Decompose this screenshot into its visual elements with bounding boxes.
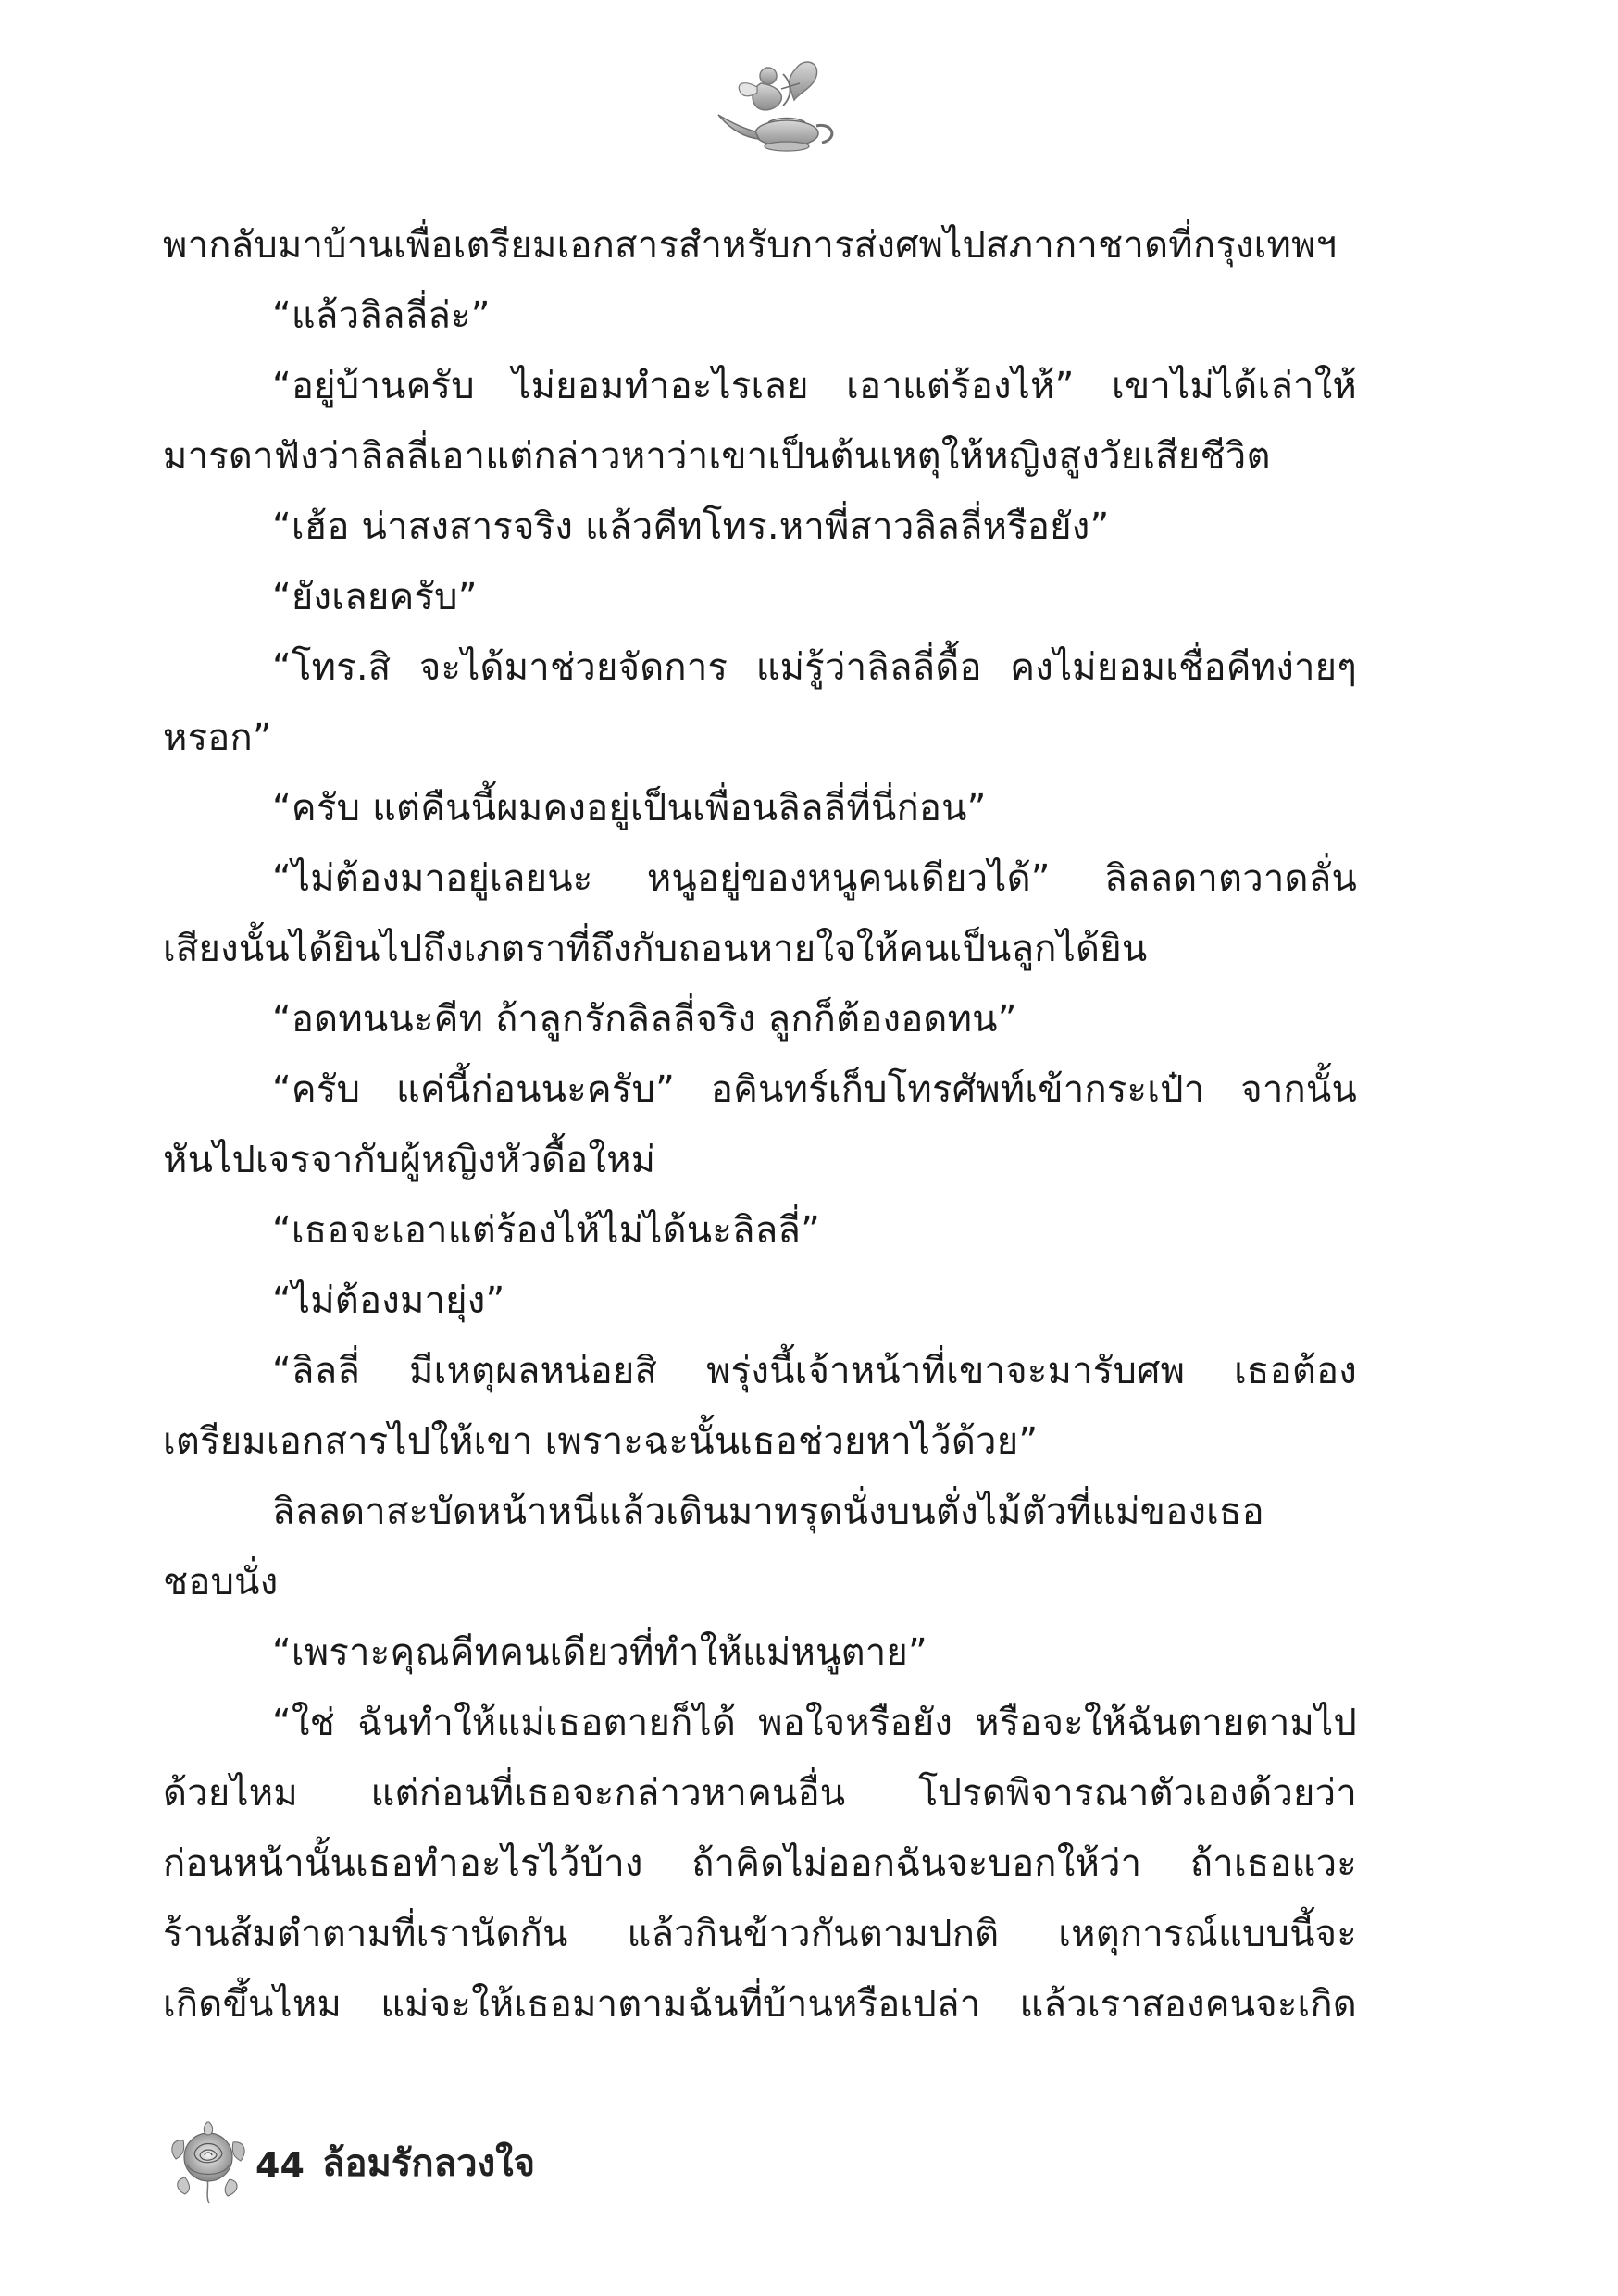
book-title: ล้อมรักลวงใจ <box>322 2142 536 2185</box>
text-line: หรอก” <box>163 717 272 759</box>
text-line: “ใช่ ฉันทำให้แม่เธอตายก็ได้ พอใจหรือยัง หรือจะให้ฉันตายตามไป <box>272 1702 1357 1744</box>
text-line: ร้านส้มตำตามที่เรานัดกัน แล้วกินข้าวกันตามปกติ เหตุการณ์แบบนี้จะ <box>163 1913 1357 1955</box>
text-line: “ไม่ต้องมายุ่ง” <box>272 1279 505 1322</box>
rose-ornament-icon <box>167 2113 250 2205</box>
cupid-teapot-ornament-icon <box>703 56 852 157</box>
text-line: “เฮ้อ น่าสงสารจริง แล้วคีทโทร.หาพี่สาวลิลลี่หรือยัง” <box>272 505 1110 548</box>
text-line: เสียงนั้นได้ยินไปถึงเภตราที่ถึงกับถอนหายใจให้คนเป็นลูกได้ยิน <box>163 928 1148 970</box>
text-line: “ไม่ต้องมาอยู่เลยนะ หนูอยู่ของหนูคนเดียวได้” ลิลลดาตวาดลั่น <box>272 857 1357 900</box>
text-line: พากลับมาบ้านเพื่อเตรียมเอกสารสำหรับการส่งศพไปสภากาชาดที่กรุงเทพฯ <box>163 224 1338 267</box>
text-line: “โทร.สิ จะได้มาช่วยจัดการ แม่รู้ว่าลิลลี่ดื้อ คงไม่ยอมเชื่อคีทง่ายๆ <box>272 646 1357 689</box>
text-line: ชอบนั่ง <box>163 1561 279 1603</box>
text-line: “อยู่บ้านครับ ไม่ยอมทำอะไรเลย เอาแต่ร้องไห้” เขาไม่ได้เล่าให้ <box>272 365 1357 407</box>
text-line: หันไปเจรจากับผู้หญิงหัวดื้อใหม่ <box>163 1139 656 1181</box>
text-line: “อดทนนะคีท ถ้าลูกรักลิลลี่จริง ลูกก็ต้องอดทน” <box>272 998 1017 1041</box>
page-number: 44 <box>255 2145 305 2186</box>
text-line: มารดาฟังว่าลิลลี่เอาแต่กล่าวหาว่าเขาเป็นต้นเหตุให้หญิงสูงวัยเสียชีวิต <box>163 435 1271 478</box>
page-footer <box>167 2113 722 2205</box>
text-line: “ครับ แต่คืนนี้ผมคงอยู่เป็นเพื่อนลิลลี่ที่นี่ก่อน” <box>272 787 987 830</box>
text-line: “เพราะคุณคีทคนเดียวที่ทำให้แม่หนูตาย” <box>272 1631 927 1674</box>
text-line: “ครับ แค่นี้ก่อนนะครับ” อคินทร์เก็บโทรศัพท์เข้ากระเป๋า จากนั้น <box>272 1068 1357 1111</box>
text-line: “แล้วลิลลี่ล่ะ” <box>272 294 491 337</box>
text-line: “ยังเลยครับ” <box>272 576 478 618</box>
text-line: เกิดขึ้นไหม แม่จะให้เธอมาตามฉันที่บ้านหรือเปล่า แล้วเราสองคนจะเกิด <box>163 1983 1357 2026</box>
text-line: เตรียมเอกสารไปให้เขา เพราะฉะนั้นเธอช่วยหาไว้ด้วย” <box>163 1420 1039 1463</box>
text-line: “เธอจะเอาแต่ร้องไห้ไม่ได้นะลิลลี่” <box>272 1209 821 1252</box>
text-line: ลิลลดาสะบัดหน้าหนีแล้วเดินมาทรุดนั่งบนตั่งไม้ตัวที่แม่ของเธอ <box>272 1491 1264 1533</box>
text-line: ด้วยไหม แต่ก่อนที่เธอจะกล่าวหาคนอื่น โปรดพิจารณาตัวเองด้วยว่า <box>163 1772 1357 1815</box>
text-line: “ลิลลี่ มีเหตุผลหน่อยสิ พรุ่งนี้เจ้าหน้าที่เขาจะมารับศพ เธอต้อง <box>272 1350 1357 1392</box>
text-line: ก่อนหน้านั้นเธอทำอะไรไว้บ้าง ถ้าคิดไม่ออกฉันจะบอกให้ว่า ถ้าเธอแวะ <box>163 1842 1357 1885</box>
